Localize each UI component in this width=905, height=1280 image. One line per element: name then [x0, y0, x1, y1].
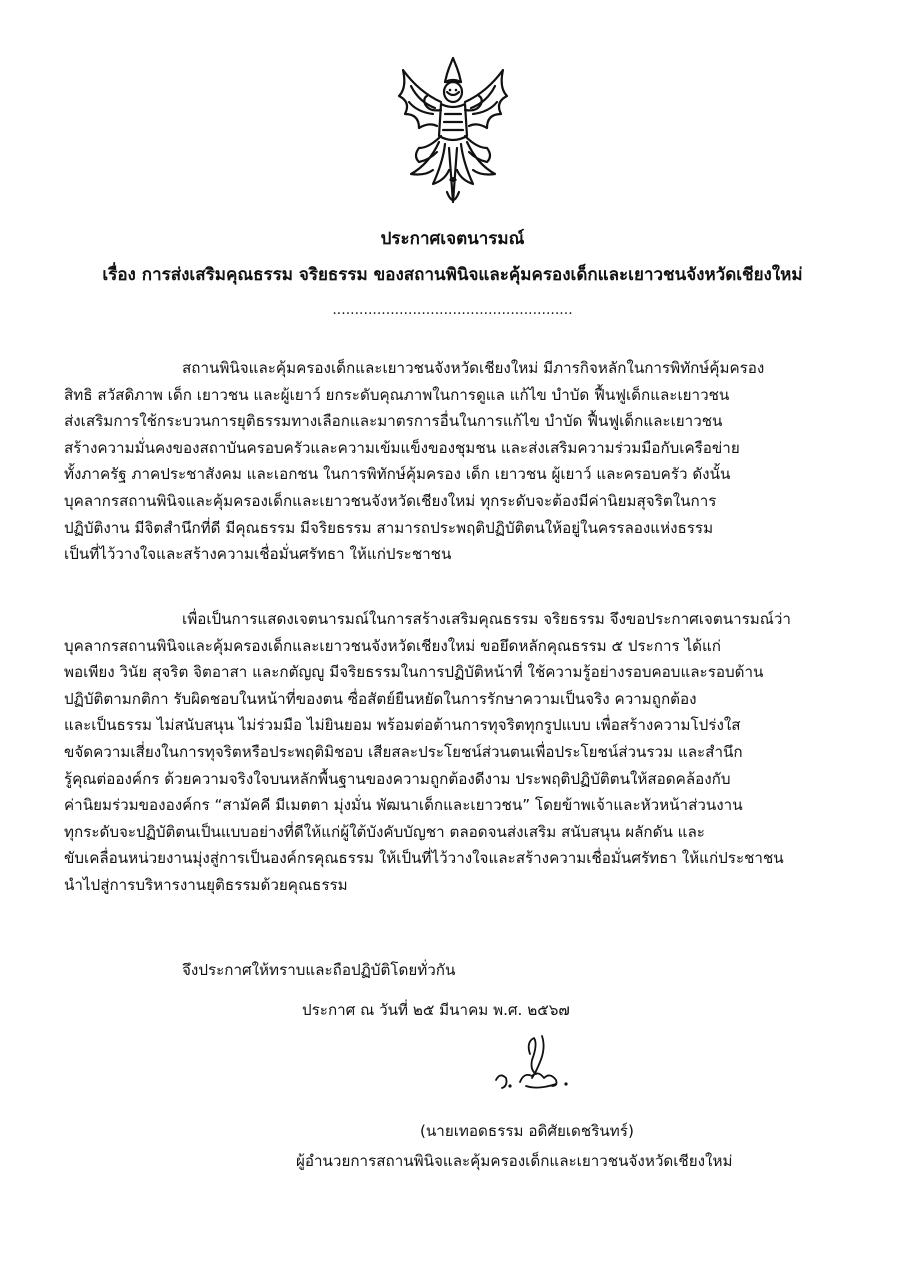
garuda-emblem-icon	[389, 52, 517, 212]
handwritten-signature	[486, 1030, 586, 1102]
dotted-divider: ......................................................	[332, 302, 573, 318]
paragraph-line: ปฏิบัติตามกติกา รับผิดชอบในหน้าที่ของตน ซื่อสัตย์ยืนหยัดในการรักษาความเป็นจริง ความถูกต้อง	[64, 689, 697, 708]
paragraph-line: สถานพินิจและคุ้มครองเด็กและเยาวชนจังหวัดเชียงใหม่ มีภารกิจหลักในการพิทักษ์คุ้มครอง	[182, 359, 765, 377]
paragraph-line: นำไปสู่การบริหารงานยุติธรรมด้วยคุณธรรม	[64, 875, 348, 894]
announcement-date: ประกาศ ณ วันที่ ๒๕ มีนาคม พ.ศ. ๒๕๖๗	[302, 1001, 570, 1019]
signer-name: (นายเทอดธรรม อดิศัยเดชรินทร์)	[420, 1122, 634, 1140]
document-subject: เรื่อง การส่งเสริมคุณธรรม จริยธรรม ของสถานพินิจและคุ้มครองเด็กและเยาวชนจังหวัดเชียงใหม่	[102, 265, 803, 285]
paragraph-line: และเป็นธรรม ไม่สนับสนุน ไม่ร่วมมือ ไม่ยินยอม พร้อมต่อต้านการทุจริตทุกรูปแบบ เพื่อสร้างความโปร่งใส	[64, 716, 741, 735]
paragraph-line: บุคลากรสถานพินิจและคุ้มครองเด็กและเยาวชนจังหวัดเชียงใหม่ ทุกระดับจะต้องมีค่านิยมสุจริตในการ	[64, 491, 717, 510]
paragraph-line: รู้คุณต่อองค์กร ด้วยความจริงใจบนหลักพื้นฐานของความถูกต้องดีงาม ประพฤติปฏิบัติตนให้สอดคล้องกับ	[64, 769, 731, 788]
paragraph-line: ขจัดความเสี่ยงในการทุจริตหรือประพฤติมิชอบ เสียสละประโยชน์ส่วนตนเพื่อประโยชน์ส่วนรวม และสำนึก	[64, 742, 743, 761]
paragraph-line: ค่านิยมร่วมขององค์กร “สามัคคี มีเมตตา มุ่งมั่น พัฒนาเด็กและเยาวชน” โดยข้าพเจ้าและหัวหน้าส่วนงาน	[64, 796, 743, 815]
paragraph-line: สร้างความมั่นคงของสถาบันครอบครัวและความเข้มแข็งของชุมชน และส่งเสริมความร่วมมือกับเครือข่าย	[64, 438, 740, 457]
paragraph-line: ขับเคลื่อนหน่วยงานมุ่งสู่การเป็นองค์กรคุณธรรม ให้เป็นที่ไว้วางใจและสร้างความเชื่อมั่นศรัทธา ให้แก่ประชาชน	[64, 849, 784, 868]
paragraph-line: เป็นที่ไว้วางใจและสร้างความเชื่อมั่นศรัทธา ให้แก่ประชาชน	[64, 545, 452, 564]
signer-position: ผู้อำนวยการสถานพินิจและคุ้มครองเด็กและเยาวชนจังหวัดเชียงใหม่	[296, 1152, 733, 1170]
paragraph-line: เพื่อเป็นการแสดงเจตนารมณ์ในการสร้างเสริมคุณธรรม จริยธรรม จึงขอประกาศเจตนารมณ์ว่า	[182, 610, 791, 628]
body-paragraph-2	[64, 606, 844, 899]
paragraph-line: ทั้งภาครัฐ ภาคประชาสังคม และเอกชน ในการพิทักษ์คุ้มครอง เด็ก เยาวชน ผู้เยาว์ และครอบครัว ดังนั้น	[64, 465, 731, 484]
paragraph-line: ทุกระดับจะปฏิบัติตนเป็นแบบอย่างที่ดีให้แก่ผู้ใต้บังคับบัญชา ตลอดจนส่งเสริม สนับสนุน ผลักดัน และ	[64, 822, 705, 841]
paragraph-line: สิทธิ สวัสดิภาพ เด็ก เยาวชน และผู้เยาว์ ยกระดับคุณภาพในการดูแล แก้ไข บำบัด ฟื้นฟูเด็กและเยาวชน	[64, 385, 730, 404]
paragraph-line: ส่งเสริมการใช้กระบวนการยุติธรรมทางเลือกและมาตรการอื่นในการแก้ไข บำบัด ฟื้นฟูเด็กและเยาวชน	[64, 412, 723, 431]
closing-statement: จึงประกาศให้ทราบและถือปฏิบัติโดยทั่วกัน	[182, 961, 456, 979]
document-title: ประกาศเจตนารมณ์	[380, 229, 525, 249]
body-paragraph-1	[64, 355, 844, 568]
paragraph-line: บุคลากรสถานพินิจและคุ้มครองเด็กและเยาวชนจังหวัดเชียงใหม่ ขอยึดหลักคุณธรรม ๕ ประการ ได้แก่	[64, 636, 721, 655]
paragraph-line: พอเพียง วินัย สุจริต จิตอาสา และกตัญญู มีจริยธรรมในการปฏิบัติหน้าที่ ใช้ความรู้อย่างรอบคอบและรอบด้าน	[64, 663, 764, 682]
paragraph-line: ปฏิบัติงาน มีจิตสำนึกที่ดี มีคุณธรรม มีจริยธรรม สามารถประพฤติปฏิบัติตนให้อยู่ในครรลองแห่งธรรม	[64, 518, 714, 537]
